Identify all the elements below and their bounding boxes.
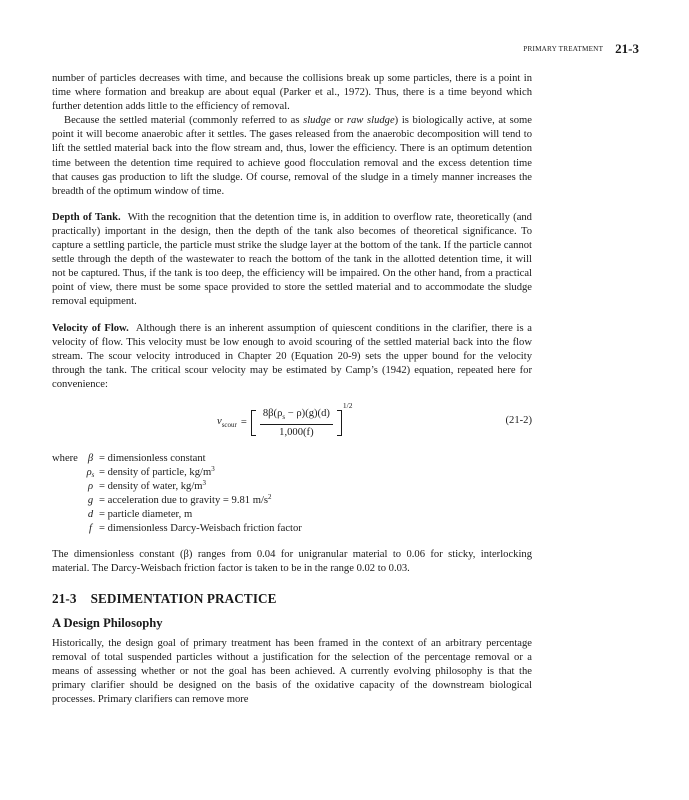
equation-number: (21-2) [505, 414, 532, 426]
fraction-denominator: 1,000(f) [279, 426, 314, 438]
paragraph-sludge [52, 114, 532, 199]
equation-21-2 [52, 398, 532, 448]
paragraph-velocity-of-flow [52, 322, 532, 392]
where-list [52, 452, 532, 537]
where-row-d [52, 508, 532, 522]
symbol-f: f [89, 523, 92, 535]
symbol-rho: ρ [87, 481, 94, 493]
page-body [52, 38, 532, 707]
symbol-d: d [87, 509, 94, 521]
where-row-g [52, 494, 532, 508]
where-row-rho-s [52, 466, 532, 480]
symbol-beta: β [87, 452, 94, 464]
definition-rho: = density of water, $kg/m^3$ [99, 479, 207, 493]
velocity-text: Although there is an inherent assumption of quiescent conditions in the clarifier, there is a velocity of flow. This velocity must be low enough to avoid scouring of the settled material back into the flow stream. The scour velocity introduced in Chapter 20 (Equation 20-9) sets the upper bound for the velocity through the tank. The critical scour velocity may be estimated by Camp’s (1942) equation, repeated here for convenience: [52, 322, 532, 390]
section-title: SEDIMENTATION PRACTICE [90, 590, 277, 606]
running-head [523, 40, 639, 58]
paragraph-sludge-text-b: ) is biologically active, at some point it will become anaerobic after it settles. The gases released from the anaerobic decomposition will tend to lift the settled material back into the flow stream and, thus, lower the efficiency. There is an optimum detention time between the detention time required to achieve good flocculation removal and the excess detention time that causes gas production to lift the sludge. Of course, removal of the sludge in a timely manner increases the breadth of the optimum window of time. [52, 115, 532, 197]
running-head-label: PRIMARY TREATMENT [523, 45, 604, 53]
definition-beta: = dimensionless constant [99, 452, 206, 464]
fraction [260, 408, 333, 437]
paragraph-design-philosophy: Historically, the design goal of primary treatment has been framed in the context of an arbitrary percentage removal of total suspended particles without a justification for the selection of the percentage removal or a means of assessing whether or not the goal has been achieved. A currently evolving philosophy is that the primary clarifier should be designed on the basis of the oxidative capacity of the downstream biological processes. Primary clarifiers can remove more [52, 637, 532, 706]
lhs-subscript: scour [221, 421, 237, 430]
paragraph-depth-of-tank [52, 211, 532, 310]
page-number: 21-3 [615, 41, 639, 56]
term-sludge: sludge [303, 115, 331, 127]
section-heading [52, 591, 532, 607]
heading-depth-of-tank: Depth of Tank. [52, 211, 121, 223]
where-row-beta [52, 452, 532, 466]
depth-text: With the recognition that the detention time is, in addition to overflow rate, theoretically (and practically) important in the design, then the depth of the tank also becomes of theoretical significance. To capture a settling particle, the particle must strike the sludge layer at the bottom of the tank. If the particle cannot settle through the depth of the wastewater to reach the bottom of the tank in the allotted detention time, it will not be captured. Thus, if the tank is too deep, the efficiency will be impaired. On the other hand, from a practical point of view, there must be some space provided to store the settled material and to accommodate the sludge removal equipment. [52, 211, 532, 308]
definition-f: = dimensionless Darcy-Weisbach friction factor [99, 523, 302, 535]
equation-exponent: 1/2 [342, 400, 353, 410]
paragraph-sludge-or: or [330, 115, 347, 127]
where-intro: where [52, 452, 78, 464]
square-bracket [251, 408, 342, 437]
definition-g: = acceleration due to gravity = 9.81 $m/s^2$ [99, 493, 272, 507]
paragraph-sludge-text-a: Because the settled material (commonly referred to as [64, 115, 304, 127]
lhs-symbol: v [217, 416, 222, 428]
heading-velocity-of-flow: Velocity of Flow. [52, 322, 129, 334]
where-row-f [52, 522, 532, 536]
equation-lhs [217, 416, 237, 429]
term-raw-sludge: raw sludge [346, 115, 395, 127]
paragraph-flocculation: number of particles decreases with time, and because the collisions break up some particles, there is a point in time where formation and breakup are about equal (Parker et al., 1972). Thus, there is a time beyond which further detention adds little to the efficiency of removal. [52, 73, 532, 113]
paragraph-beta-range: The dimensionless constant (β) ranges from 0.04 for unigranular material to 0.06 for sticky, interlocking material. The Darcy-Weisbach friction factor is taken to be in the range 0.02 to 0.03. [52, 548, 532, 574]
where-row-rho [52, 480, 532, 494]
symbol-rho-s: $\rho_s$ [86, 467, 95, 480]
definition-rho-s: = density of particle, $kg/m^3$ [99, 465, 215, 479]
section-number: 21-3 [52, 590, 77, 606]
equals-sign: = [240, 417, 247, 429]
subsection-heading: A Design Philosophy [52, 615, 163, 630]
definition-d: = particle diameter, m [99, 509, 193, 521]
symbol-g: g [87, 495, 94, 507]
fraction-numerator: $8\beta(\rho_s - \rho)(g)(d)$ [260, 408, 333, 424]
equation-body [217, 398, 353, 448]
